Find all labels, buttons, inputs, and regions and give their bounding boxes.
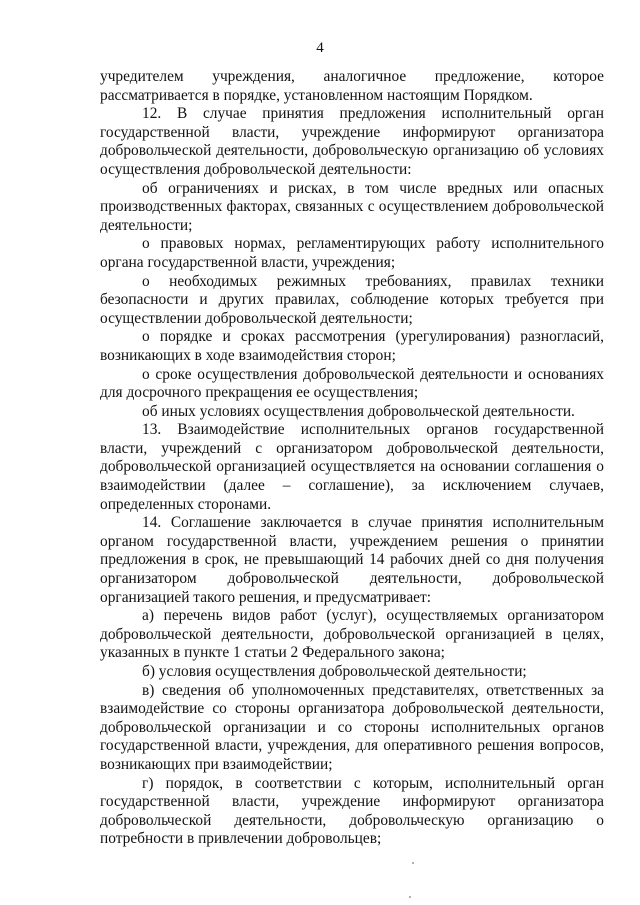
document-body <box>100 68 604 849</box>
paragraph: б) условия осуществления добровольческой деятельности; <box>142 663 527 680</box>
scan-speck <box>412 862 414 864</box>
paragraph: о порядке и сроках рассмотрения (урегулирования) разногласий, возникающих в ходе взаимодействия сторон; <box>100 328 604 364</box>
paragraph: о правовых нормах, регламентирующих работу исполнительного органа государственной власти, учреждения; <box>100 235 604 271</box>
scan-speck <box>409 896 411 898</box>
page-number: 4 <box>316 40 324 56</box>
paragraph: о сроке осуществления добровольческой деятельности и основаниях для досрочного прекращения ее осуществления; <box>100 365 604 402</box>
scan-corner-mark <box>2 0 42 6</box>
paragraph: а) перечень видов работ (услуг), осуществляемых организатором добровольческой деятельности, добровольческой организацией в целях, указанных в пункте 1 статьи 2 Федерального закона; <box>100 607 604 662</box>
paragraph: в) сведения об уполномоченных представителях, ответственных за взаимодействие со стороны организатора добровольческой деятельности, добровольческой организации и со стороны исполнительных органов государственной власти, учреждения, для оперативного решения вопросов, возникающих при взаимодействии; <box>100 681 604 773</box>
paragraph: 12. В случае принятия предложения исполнительный орган государственной власти, учреждение информируют организатора добровольческой деятельности, добровольческую организацию об условиях осуществления добровольческой деятельности: <box>100 105 604 178</box>
paragraph: г) порядок, в соответствии с которым, исполнительный орган государственной власти, учреждение информируют организатора добровольческой деятельности, добровольческую организацию о потребности в привлечении добровольцев; <box>100 774 604 848</box>
paragraph: 14. Соглашение заключается в случае принятия исполнительным органом государственной власти, учреждением решения о принятии предложения в срок, не превышающий 14 рабочих дней со дня получения организатором добровольческой деятельности, добровольческой организацией такого решения, и предусматривает: <box>100 514 604 606</box>
paragraph: 13. Взаимодействие исполнительных органов государственной власти, учреждений с организатором добровольческой деятельности, добровольческой организацией осуществляется на основании соглашения о взаимодействии (далее – соглашение), за исключением случаев, определенных сторонами. <box>100 421 604 513</box>
paragraph: об иных условиях осуществления добровольческой деятельности. <box>142 402 575 420</box>
paragraph: учредителем учреждения, аналогичное предложение, которое рассматривается в порядке, установленном настоящим Порядком. <box>100 68 604 104</box>
paragraph: о необходимых режимных требованиях, правилах техники безопасности и других правилах, соблюдение которых требуется при осуществлении добровольческой деятельности; <box>100 272 604 327</box>
paragraph: об ограничениях и рисках, в том числе вредных или опасных производственных факторах, связанных с осуществлением добровольческой деятельности; <box>100 179 604 234</box>
